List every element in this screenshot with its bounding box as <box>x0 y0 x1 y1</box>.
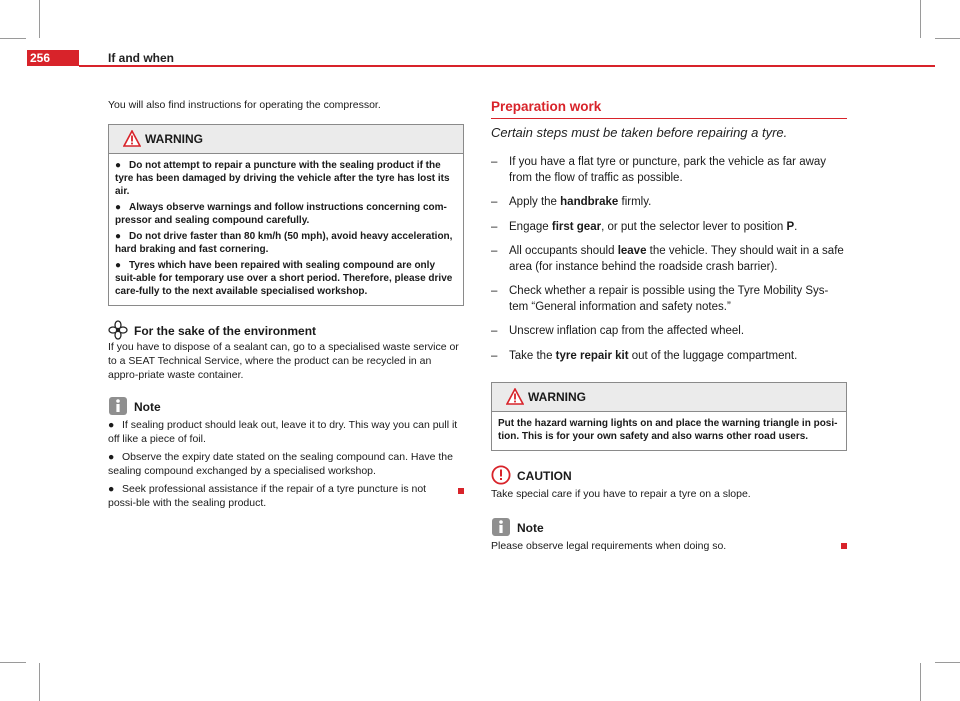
environment-header <box>108 320 464 340</box>
warning-header <box>109 125 463 154</box>
note-header <box>108 396 464 418</box>
section-title: If and when <box>108 51 174 65</box>
warning-item: ● Do not attempt to repair a puncture with the sealing product if the tyre has been damaged by driving the vehicle after the tyre has lost its air. <box>115 160 450 197</box>
page-number: 256 <box>27 50 79 66</box>
note-section <box>108 396 464 510</box>
caution-section <box>491 465 847 501</box>
warning-item: ● Do not drive faster than 80 km/h (50 mph), avoid heavy acceleration, hard braking and fast cornering. <box>115 231 453 255</box>
step-item: – Apply the handbrake firmly. <box>491 196 652 208</box>
environment-text: If you have to dispose of a sealant can, go to a specialised waste service or to a SEAT Technical Service, where the product can be recycled in an appro-priate waste container. <box>108 341 459 381</box>
info-icon <box>491 517 511 537</box>
heading-rule <box>491 118 847 119</box>
warning-header-right <box>492 383 846 412</box>
caution-header <box>491 465 847 487</box>
note-text-right: Please observe legal requirements when doing so. <box>491 539 847 553</box>
end-marker <box>458 488 464 494</box>
note-section-right <box>491 517 847 553</box>
warning-item: ● Always observe warnings and follow instructions concerning com-pressor and sealing compound carefully. <box>115 202 447 226</box>
warning-text-right: Put the hazard warning lights on and place the warning triangle in posi-tion. This is for your own safety and also warns other road users. <box>498 418 838 442</box>
crop-mark <box>39 663 40 701</box>
steps-list <box>491 155 847 373</box>
crop-mark <box>920 663 921 701</box>
note-header-right <box>491 517 847 539</box>
section-subtitle: Certain steps must be taken before repairing a tyre. <box>491 125 788 140</box>
note-label-right: Note <box>517 521 544 535</box>
crop-mark <box>935 662 960 663</box>
note-item: ● Seek professional assistance if the repair of a tyre puncture is not possi-ble with the sealing product. <box>108 482 464 510</box>
crop-mark <box>920 0 921 38</box>
intro-text: You will also find instructions for operating the compressor. <box>108 99 381 111</box>
warning-label: WARNING <box>145 132 203 146</box>
warning-box <box>108 124 464 306</box>
crop-mark <box>0 38 26 39</box>
caution-label: CAUTION <box>517 469 572 483</box>
header-rule <box>79 65 935 67</box>
environment-label: For the sake of the environment <box>134 324 317 338</box>
crop-mark <box>935 38 960 39</box>
right-lower <box>491 382 847 553</box>
warning-box-right <box>491 382 847 451</box>
step-item: – Check whether a repair is possible using the Tyre Mobility Sys-tem “General information and safety notes.” <box>491 285 829 313</box>
warning-triangle-icon <box>123 130 141 147</box>
left-column <box>108 98 464 514</box>
info-icon <box>108 396 128 416</box>
warning-item: ● Tyres which have been repaired with sealing compound are only suit-able for temporary use over a short period. Therefore, please drive care-fully to the next available specialised workshop. <box>115 260 453 297</box>
note-label: Note <box>134 400 161 414</box>
step-item: – All occupants should leave the vehicle. They should wait in a safe area (for instance behind the roadside crash barrier). <box>491 245 844 273</box>
note-item: ● Observe the expiry date stated on the sealing compound can. Have the sealing compound exchanged by a specialised workshop. <box>108 451 453 477</box>
flower-icon <box>108 320 128 340</box>
warning-body <box>109 154 463 305</box>
crop-mark <box>0 662 26 663</box>
caution-icon <box>491 465 511 485</box>
step-item: – Engage first gear, or put the selector lever to position P. <box>491 220 798 233</box>
section-heading: Preparation work <box>491 99 602 114</box>
note-item: ● If sealing product should leak out, leave it to dry. This way you can pull it off like a piece of foil. <box>108 419 458 445</box>
page-header <box>27 50 935 66</box>
crop-mark <box>39 0 40 38</box>
step-item: – Take the tyre repair kit out of the luggage compartment. <box>491 349 798 362</box>
warning-label-right: WARNING <box>528 390 586 404</box>
warning-body-right <box>492 412 846 450</box>
warning-triangle-icon <box>506 388 524 405</box>
step-item: – Unscrew inflation cap from the affected wheel. <box>491 325 745 337</box>
caution-text: Take special care if you have to repair a tyre on a slope. <box>491 488 751 500</box>
step-item: – If you have a flat tyre or puncture, park the vehicle as far away from the flow of traffic as possible. <box>491 156 827 184</box>
end-marker <box>841 543 847 549</box>
environment-section <box>108 320 464 382</box>
